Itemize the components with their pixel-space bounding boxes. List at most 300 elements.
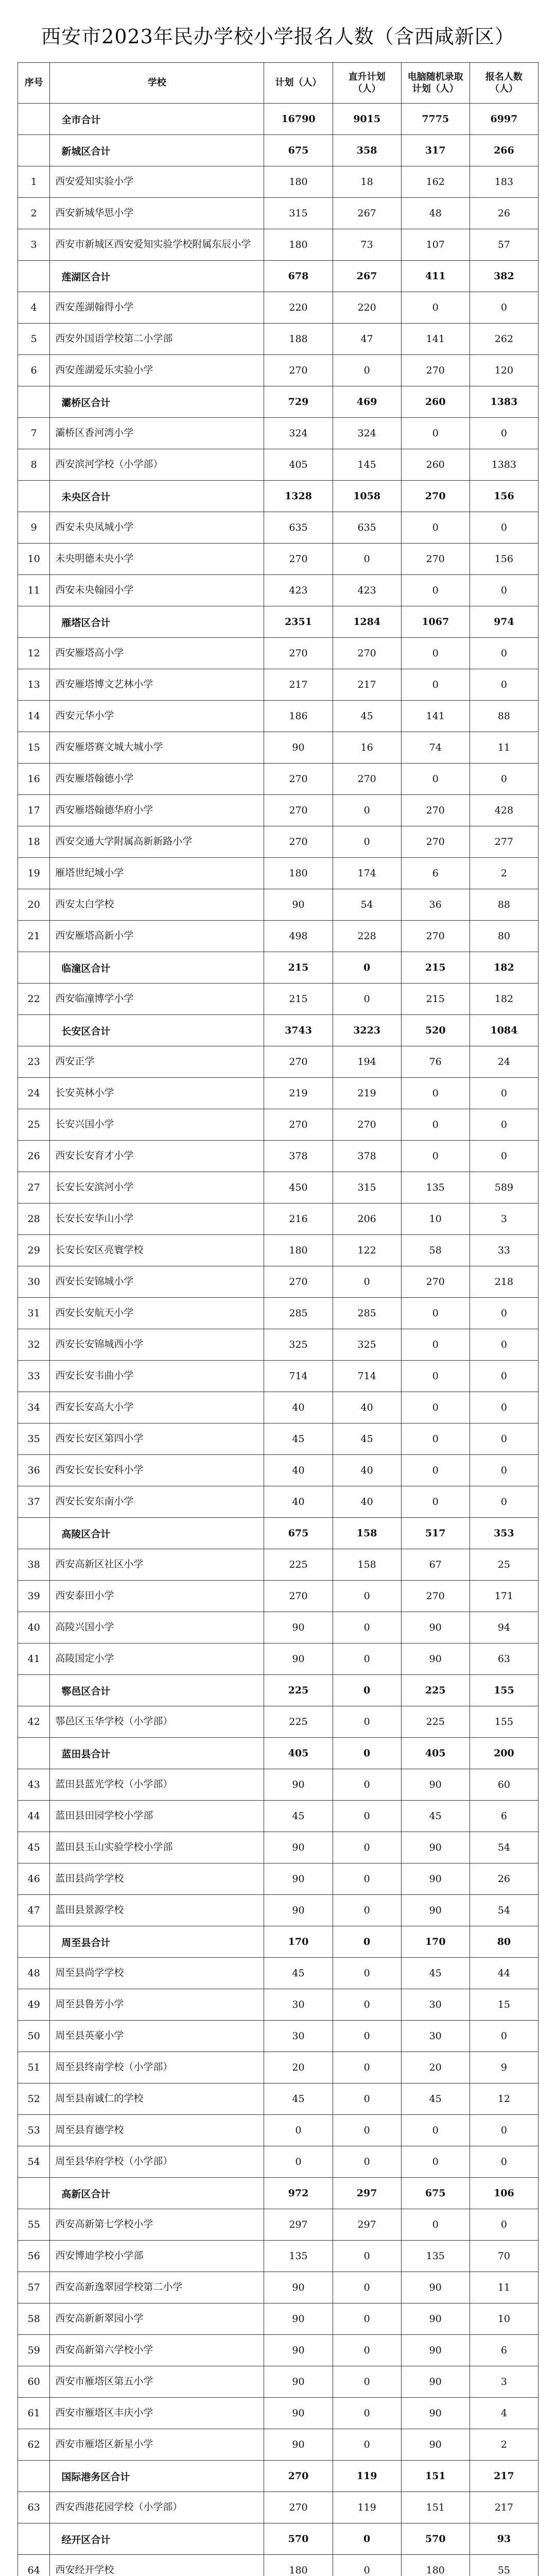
- plan-count: 0: [264, 2115, 333, 2146]
- random-plan-count: 225: [401, 1706, 470, 1738]
- plan-count: 270: [264, 2492, 333, 2523]
- row-index: 17: [18, 795, 50, 826]
- direct-plan-count: 47: [333, 324, 401, 355]
- row-index: 1: [18, 166, 50, 198]
- random-plan-count: 90: [401, 1832, 470, 1863]
- row-index: [18, 261, 50, 292]
- applicant-count: 974: [470, 606, 538, 638]
- applicant-count: 353: [470, 1518, 538, 1549]
- random-plan-count: 7775: [401, 104, 470, 135]
- table-row: [18, 1612, 538, 1643]
- school-name: 蓝田县合计: [50, 1738, 264, 1769]
- table-row: [18, 512, 538, 544]
- random-plan-count: 151: [401, 2461, 470, 2492]
- row-index: 52: [18, 2083, 50, 2115]
- table-row: [18, 669, 538, 701]
- school-name: 西安长安锦城小学: [50, 1266, 264, 1298]
- direct-plan-count: 0: [333, 2366, 401, 2398]
- direct-plan-count: 0: [333, 1612, 401, 1643]
- table-row: [18, 229, 538, 261]
- plan-count: 0: [264, 2146, 333, 2178]
- direct-plan-count: 0: [333, 826, 401, 858]
- row-index: [18, 135, 50, 166]
- random-plan-count: 76: [401, 1046, 470, 1078]
- table-row: [18, 921, 538, 952]
- row-index: 13: [18, 669, 50, 701]
- plan-count: 270: [264, 1581, 333, 1612]
- school-name: 西安市雁塔区丰庆小学: [50, 2398, 264, 2429]
- direct-plan-count: 469: [333, 386, 401, 418]
- school-name: 未央区合计: [50, 481, 264, 512]
- applicant-count: 0: [470, 764, 538, 795]
- table-row: [18, 1423, 538, 1455]
- random-plan-count: 0: [401, 764, 470, 795]
- plan-count: 405: [264, 1738, 333, 1769]
- row-index: 23: [18, 1046, 50, 1078]
- row-index: 53: [18, 2115, 50, 2146]
- school-name: 西安雁塔博文艺林小学: [50, 669, 264, 701]
- school-name: 西安雁塔赛文城大城小学: [50, 732, 264, 764]
- plan-count: 90: [264, 732, 333, 764]
- applicant-count: 94: [470, 1612, 538, 1643]
- row-index: 27: [18, 1172, 50, 1204]
- random-plan-count: 270: [401, 1581, 470, 1612]
- direct-plan-count: 270: [333, 638, 401, 669]
- school-name: 灞桥区合计: [50, 386, 264, 418]
- random-plan-count: 0: [401, 1329, 470, 1361]
- header-plan: 计划（人）: [264, 63, 333, 104]
- applicant-count: 0: [470, 2021, 538, 2052]
- direct-plan-count: 0: [333, 1581, 401, 1612]
- random-plan-count: 90: [401, 2429, 470, 2461]
- applicant-count: 200: [470, 1738, 538, 1769]
- row-index: 31: [18, 1298, 50, 1329]
- applicant-count: 0: [470, 1455, 538, 1486]
- row-index: [18, 481, 50, 512]
- row-index: [18, 1926, 50, 1958]
- applicant-count: 0: [470, 2209, 538, 2241]
- applicant-count: 60: [470, 1769, 538, 1801]
- school-name: 国际港务区合计: [50, 2461, 264, 2492]
- random-plan-count: 0: [401, 1455, 470, 1486]
- direct-plan-count: 0: [333, 2303, 401, 2335]
- table-row: [18, 418, 538, 449]
- plan-count: 1328: [264, 481, 333, 512]
- row-index: 37: [18, 1486, 50, 1518]
- applicant-count: 0: [470, 1141, 538, 1172]
- direct-plan-count: 0: [333, 1832, 401, 1863]
- applicant-count: 106: [470, 2178, 538, 2209]
- random-plan-count: 74: [401, 732, 470, 764]
- direct-plan-count: 1058: [333, 481, 401, 512]
- plan-count: 972: [264, 2178, 333, 2209]
- row-index: 24: [18, 1078, 50, 1109]
- table-row: [18, 575, 538, 606]
- random-plan-count: 270: [401, 481, 470, 512]
- plan-count: 216: [264, 1204, 333, 1235]
- random-plan-count: 0: [401, 1423, 470, 1455]
- random-plan-count: 67: [401, 1549, 470, 1581]
- random-plan-count: 270: [401, 795, 470, 826]
- school-name: 西安正学: [50, 1046, 264, 1078]
- plan-count: 270: [264, 638, 333, 669]
- direct-plan-count: 0: [333, 984, 401, 1015]
- table-row: [18, 1895, 538, 1926]
- school-name: 西安西港花园学校（小学部）: [50, 2492, 264, 2523]
- row-index: 44: [18, 1801, 50, 1832]
- direct-plan-count: 0: [333, 1738, 401, 1769]
- table-row: [18, 1298, 538, 1329]
- school-name: 周至县鲁芳小学: [50, 1989, 264, 2021]
- table-row: [18, 324, 538, 355]
- random-plan-count: 45: [401, 1801, 470, 1832]
- random-plan-count: 107: [401, 229, 470, 261]
- random-plan-count: 0: [401, 418, 470, 449]
- direct-plan-count: 0: [333, 795, 401, 826]
- table-row: [18, 1706, 538, 1738]
- row-index: [18, 2178, 50, 2209]
- page-title: 西安市2023年民办学校小学报名人数（含西咸新区）: [41, 25, 515, 48]
- district-total-row: [18, 2461, 538, 2492]
- applicant-count: 88: [470, 889, 538, 921]
- row-index: [18, 1738, 50, 1769]
- school-name: 西安未央翰园小学: [50, 575, 264, 606]
- school-name: 西安经开学校: [50, 2555, 264, 2576]
- applicant-count: 0: [470, 2146, 538, 2178]
- plan-count: 180: [264, 2555, 333, 2576]
- row-index: 6: [18, 355, 50, 386]
- direct-plan-count: 0: [333, 2146, 401, 2178]
- plan-count: 405: [264, 449, 333, 481]
- school-name: 西安市雁塔区新星小学: [50, 2429, 264, 2461]
- school-name: 西安太白学校: [50, 889, 264, 921]
- random-plan-count: 30: [401, 2021, 470, 2052]
- school-name: 鄠邑区合计: [50, 1675, 264, 1706]
- direct-plan-count: 0: [333, 1266, 401, 1298]
- direct-plan-count: 0: [333, 1769, 401, 1801]
- applicant-count: 1383: [470, 449, 538, 481]
- applicant-count: 171: [470, 1581, 538, 1612]
- header-row: [18, 63, 538, 104]
- random-plan-count: 0: [401, 1298, 470, 1329]
- school-name: 周至县育德学校: [50, 2115, 264, 2146]
- direct-plan-count: 40: [333, 1455, 401, 1486]
- row-index: [18, 1015, 50, 1046]
- school-name: 蓝田县玉山实验学校小学部: [50, 1832, 264, 1863]
- random-plan-count: 0: [401, 2115, 470, 2146]
- table-row: [18, 2241, 538, 2272]
- district-total-row: [18, 481, 538, 512]
- applicant-count: 1084: [470, 1015, 538, 1046]
- row-index: 35: [18, 1423, 50, 1455]
- district-total-row: [18, 606, 538, 638]
- random-plan-count: 0: [401, 1486, 470, 1518]
- applicant-count: 4: [470, 2398, 538, 2429]
- direct-plan-count: 228: [333, 921, 401, 952]
- school-name: 全市合计: [50, 104, 264, 135]
- row-index: 4: [18, 292, 50, 324]
- row-index: 20: [18, 889, 50, 921]
- plan-count: 297: [264, 2209, 333, 2241]
- applicant-count: 88: [470, 701, 538, 732]
- school-name: 西安莲湖爱乐实验小学: [50, 355, 264, 386]
- random-plan-count: 270: [401, 921, 470, 952]
- row-index: 62: [18, 2429, 50, 2461]
- random-plan-count: 135: [401, 1172, 470, 1204]
- random-plan-count: 570: [401, 2523, 470, 2555]
- school-name: 长安长安区亮寰学校: [50, 1235, 264, 1266]
- row-index: [18, 104, 50, 135]
- direct-plan-count: 0: [333, 1895, 401, 1926]
- plan-count: 220: [264, 292, 333, 324]
- school-name: 西安高新第六学校小学: [50, 2335, 264, 2366]
- table-body: [18, 104, 538, 2576]
- row-index: 51: [18, 2052, 50, 2083]
- row-index: 16: [18, 764, 50, 795]
- school-name: 西安外国语学校第二小学部: [50, 324, 264, 355]
- plan-count: 30: [264, 2021, 333, 2052]
- random-plan-count: 0: [401, 638, 470, 669]
- table-row: [18, 701, 538, 732]
- plan-count: 270: [264, 544, 333, 575]
- applicant-count: 63: [470, 1643, 538, 1675]
- table-row: [18, 889, 538, 921]
- row-index: 46: [18, 1863, 50, 1895]
- plan-count: 215: [264, 984, 333, 1015]
- applicant-count: 44: [470, 1958, 538, 1989]
- direct-plan-count: 0: [333, 2241, 401, 2272]
- random-plan-count: 0: [401, 575, 470, 606]
- row-index: 34: [18, 1392, 50, 1423]
- applicant-count: 26: [470, 1863, 538, 1895]
- plan-count: 20: [264, 2052, 333, 2083]
- random-plan-count: 0: [401, 1392, 470, 1423]
- school-name: 鄠邑区玉华学校（小学部）: [50, 1706, 264, 1738]
- direct-plan-count: 158: [333, 1518, 401, 1549]
- random-plan-count: 675: [401, 2178, 470, 2209]
- school-name: 未央明德未央小学: [50, 544, 264, 575]
- applicant-count: 0: [470, 638, 538, 669]
- applicant-count: 0: [470, 1109, 538, 1141]
- direct-plan-count: 45: [333, 1423, 401, 1455]
- header-school: 学校: [50, 63, 264, 104]
- school-name: 西安新城华思小学: [50, 198, 264, 229]
- row-index: 32: [18, 1329, 50, 1361]
- plan-count: 729: [264, 386, 333, 418]
- header-direct-plan: 直升计划（人）: [333, 63, 401, 104]
- direct-plan-count: 423: [333, 575, 401, 606]
- district-total-row: [18, 261, 538, 292]
- school-name: 蓝田县尚学学校: [50, 1863, 264, 1895]
- plan-count: 378: [264, 1141, 333, 1172]
- table-row: [18, 1455, 538, 1486]
- header-applicants: 报名人数（人）: [470, 63, 538, 104]
- applicant-count: 589: [470, 1172, 538, 1204]
- direct-plan-count: 40: [333, 1392, 401, 1423]
- random-plan-count: 36: [401, 889, 470, 921]
- plan-count: 3743: [264, 1015, 333, 1046]
- school-name: 灞桥区香河湾小学: [50, 418, 264, 449]
- table-row: [18, 1549, 538, 1581]
- row-index: 10: [18, 544, 50, 575]
- direct-plan-count: 0: [333, 2555, 401, 2576]
- school-name: 西安雁塔翰德小学: [50, 764, 264, 795]
- table-row: [18, 2429, 538, 2461]
- direct-plan-count: 45: [333, 701, 401, 732]
- random-plan-count: 270: [401, 544, 470, 575]
- row-index: 36: [18, 1455, 50, 1486]
- school-name: 高新区合计: [50, 2178, 264, 2209]
- direct-plan-count: 0: [333, 1675, 401, 1706]
- plan-count: 450: [264, 1172, 333, 1204]
- school-name: 西安博迪学校小学部: [50, 2241, 264, 2272]
- direct-plan-count: 0: [333, 2115, 401, 2146]
- table-row: [18, 544, 538, 575]
- applicant-count: 9: [470, 2052, 538, 2083]
- row-index: 61: [18, 2398, 50, 2429]
- school-name: 蓝田县田园学校小学部: [50, 1801, 264, 1832]
- direct-plan-count: 0: [333, 2083, 401, 2115]
- direct-plan-count: 18: [333, 166, 401, 198]
- table-row: [18, 2492, 538, 2523]
- row-index: 5: [18, 324, 50, 355]
- random-plan-count: 141: [401, 324, 470, 355]
- direct-plan-count: 0: [333, 2335, 401, 2366]
- row-index: 56: [18, 2241, 50, 2272]
- header-random-plan: 电脑随机录取计划（人）: [401, 63, 470, 104]
- school-name: 蓝田县蓝光学校（小学部）: [50, 1769, 264, 1801]
- applicant-count: 0: [470, 1486, 538, 1518]
- direct-plan-count: 270: [333, 764, 401, 795]
- applicant-count: 182: [470, 984, 538, 1015]
- random-plan-count: 0: [401, 1361, 470, 1392]
- applicant-count: 217: [470, 2461, 538, 2492]
- header-index: 序号: [18, 63, 50, 104]
- table-row: [18, 2303, 538, 2335]
- direct-plan-count: 325: [333, 1329, 401, 1361]
- direct-plan-count: 0: [333, 1926, 401, 1958]
- plan-count: 186: [264, 701, 333, 732]
- plan-count: 45: [264, 1958, 333, 1989]
- grand-total-row: [18, 104, 538, 135]
- school-name: 西安元华小学: [50, 701, 264, 732]
- plan-count: 40: [264, 1486, 333, 1518]
- plan-count: 90: [264, 889, 333, 921]
- random-plan-count: 90: [401, 1895, 470, 1926]
- row-index: 26: [18, 1141, 50, 1172]
- school-name: 西安雁塔高新小学: [50, 921, 264, 952]
- direct-plan-count: 0: [333, 544, 401, 575]
- random-plan-count: 0: [401, 512, 470, 544]
- plan-count: 270: [264, 826, 333, 858]
- direct-plan-count: 270: [333, 1109, 401, 1141]
- plan-count: 498: [264, 921, 333, 952]
- direct-plan-count: 297: [333, 2178, 401, 2209]
- direct-plan-count: 0: [333, 2429, 401, 2461]
- district-total-row: [18, 952, 538, 984]
- school-name: 高陵国定小学: [50, 1643, 264, 1675]
- random-plan-count: 0: [401, 2209, 470, 2241]
- school-name: 长安区合计: [50, 1015, 264, 1046]
- district-total-row: [18, 1738, 538, 1769]
- school-name: 西安长安韦曲小学: [50, 1361, 264, 1392]
- plan-count: 45: [264, 1801, 333, 1832]
- random-plan-count: 411: [401, 261, 470, 292]
- row-index: 33: [18, 1361, 50, 1392]
- row-index: 48: [18, 1958, 50, 1989]
- random-plan-count: 405: [401, 1738, 470, 1769]
- row-index: [18, 2461, 50, 2492]
- table-row: [18, 732, 538, 764]
- plan-count: 225: [264, 1549, 333, 1581]
- table-row: [18, 1046, 538, 1078]
- table-row: [18, 1832, 538, 1863]
- applicant-count: 0: [470, 2115, 538, 2146]
- applicant-count: 266: [470, 135, 538, 166]
- table-row: [18, 2115, 538, 2146]
- school-name: 西安高新第七学校小学: [50, 2209, 264, 2241]
- table-row: [18, 166, 538, 198]
- school-name: 长安英林小学: [50, 1078, 264, 1109]
- applicant-count: 6997: [470, 104, 538, 135]
- table-row: [18, 638, 538, 669]
- school-name: 周至县终南学校（小学部）: [50, 2052, 264, 2083]
- table-row: [18, 764, 538, 795]
- plan-count: 90: [264, 2366, 333, 2398]
- table-row: [18, 1486, 538, 1518]
- school-name: 长安兴国小学: [50, 1109, 264, 1141]
- school-name: 周至县英豪小学: [50, 2021, 264, 2052]
- plan-count: 180: [264, 229, 333, 261]
- random-plan-count: 90: [401, 2366, 470, 2398]
- row-index: 3: [18, 229, 50, 261]
- school-name: 西安长安锦城西小学: [50, 1329, 264, 1361]
- direct-plan-count: 315: [333, 1172, 401, 1204]
- row-index: 58: [18, 2303, 50, 2335]
- school-name: 西安未央凤城小学: [50, 512, 264, 544]
- applicant-count: 155: [470, 1706, 538, 1738]
- table-row: [18, 2209, 538, 2241]
- school-name: 周至县尚学学校: [50, 1958, 264, 1989]
- plan-count: 90: [264, 1643, 333, 1675]
- random-plan-count: 170: [401, 1926, 470, 1958]
- applicant-count: 218: [470, 1266, 538, 1298]
- row-index: 49: [18, 1989, 50, 2021]
- applicant-count: 33: [470, 1235, 538, 1266]
- row-index: 22: [18, 984, 50, 1015]
- direct-plan-count: 145: [333, 449, 401, 481]
- random-plan-count: 520: [401, 1015, 470, 1046]
- school-name: 西安长安长安科小学: [50, 1455, 264, 1486]
- table-row: [18, 2083, 538, 2115]
- school-name: 西安长安高大小学: [50, 1392, 264, 1423]
- applicant-count: 3: [470, 2366, 538, 2398]
- row-index: 55: [18, 2209, 50, 2241]
- random-plan-count: 45: [401, 2083, 470, 2115]
- plan-count: 90: [264, 2335, 333, 2366]
- random-plan-count: 6: [401, 858, 470, 889]
- row-index: 11: [18, 575, 50, 606]
- district-total-row: [18, 386, 538, 418]
- row-index: 8: [18, 449, 50, 481]
- school-name: 西安高新逸翠园学校第二小学: [50, 2272, 264, 2303]
- plan-count: 270: [264, 355, 333, 386]
- random-plan-count: 58: [401, 1235, 470, 1266]
- random-plan-count: 0: [401, 669, 470, 701]
- applicant-count: 15: [470, 1989, 538, 2021]
- school-name: 西安交通大学附属高新新路小学: [50, 826, 264, 858]
- random-plan-count: 180: [401, 2555, 470, 2576]
